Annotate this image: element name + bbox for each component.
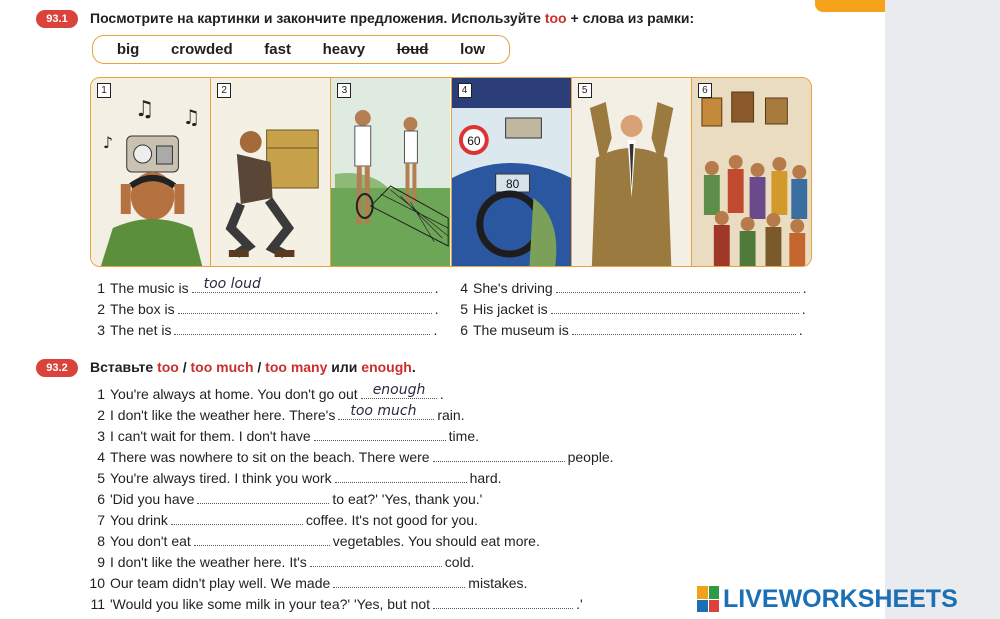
crowded-museum-illustration bbox=[692, 78, 811, 266]
item-number: 3 bbox=[97, 428, 105, 444]
item-number: 6 bbox=[97, 491, 105, 507]
answer-blank[interactable] bbox=[178, 302, 432, 314]
picture-number: 1 bbox=[97, 83, 111, 98]
item-text: You're always at home. You don't go out bbox=[110, 386, 358, 402]
sentence-end: . bbox=[802, 280, 807, 296]
word-box bbox=[92, 35, 510, 64]
answer-blank[interactable] bbox=[572, 323, 796, 335]
item-text: Our team didn't play well. We made bbox=[110, 575, 331, 591]
picture-number: 2 bbox=[217, 83, 231, 98]
word-big: big bbox=[116, 41, 140, 58]
answer-blank[interactable] bbox=[333, 576, 465, 588]
liveworksheets-logo bbox=[697, 583, 958, 615]
sentence-end: . bbox=[798, 322, 803, 338]
brand-name: LIVEWORKSHEETS bbox=[723, 584, 958, 613]
item-text-end: rain. bbox=[437, 407, 465, 423]
answer-blank[interactable] bbox=[361, 382, 437, 399]
item-text: There was nowhere to sit on the beach. There were bbox=[110, 449, 430, 465]
picture-4-fast-driving bbox=[452, 78, 572, 266]
keyword-too: too bbox=[157, 359, 179, 375]
item-text: 'Would you like some milk in your tea?' 'Yes, but not bbox=[110, 596, 431, 612]
ex2-item-4 bbox=[87, 449, 614, 465]
ex2-item-2 bbox=[87, 403, 465, 423]
filled-answer: enough bbox=[372, 382, 426, 398]
item-text-end: time. bbox=[448, 428, 480, 444]
man-in-big-jacket-illustration bbox=[572, 78, 691, 266]
item-number: 10 bbox=[89, 575, 105, 591]
ex1-sentence-1 bbox=[87, 276, 439, 296]
item-text: You drink bbox=[110, 512, 168, 528]
svg-text:♫: ♫ bbox=[134, 96, 155, 123]
svg-text:♪: ♪ bbox=[102, 132, 114, 153]
answer-blank[interactable] bbox=[433, 450, 565, 462]
item-text: I don't like the weather here. It's bbox=[110, 554, 307, 570]
answer-blank[interactable] bbox=[171, 513, 303, 525]
answer-blank[interactable] bbox=[194, 534, 330, 546]
picture-2-heavy-box bbox=[211, 78, 331, 266]
instruction-keyword: too bbox=[544, 10, 567, 26]
ex2-item-3 bbox=[87, 428, 479, 444]
ex1-sentence-4 bbox=[450, 280, 807, 296]
sentence-text: His jacket is bbox=[473, 301, 548, 317]
instruction-text: Вставьте bbox=[90, 359, 154, 375]
picture-5-big-jacket bbox=[572, 78, 692, 266]
exercise-1-instruction bbox=[90, 10, 694, 26]
item-text-end: vegetables. You should eat more. bbox=[332, 533, 540, 549]
corner-tab bbox=[815, 0, 885, 12]
sentence-number: 6 bbox=[460, 322, 468, 338]
answer-blank[interactable] bbox=[556, 281, 800, 293]
instruction-text: Посмотрите на картинки и закончите предложения. Используйте bbox=[90, 10, 541, 26]
item-text-end: hard. bbox=[469, 470, 502, 486]
item-number: 5 bbox=[97, 470, 105, 486]
ex1-sentence-3 bbox=[87, 322, 437, 338]
keyword-enough: enough bbox=[361, 359, 412, 375]
sentence-text: The box is bbox=[110, 301, 175, 317]
speedometer-value: 80 bbox=[505, 176, 519, 192]
sentence-end: . bbox=[434, 301, 439, 317]
item-number: 7 bbox=[97, 512, 105, 528]
word-loud-used: loud bbox=[396, 41, 429, 58]
separator: / bbox=[257, 359, 262, 375]
picture-6-crowded-museum bbox=[692, 78, 811, 266]
sentence-end: . bbox=[433, 322, 438, 338]
filled-answer: too loud bbox=[203, 276, 261, 292]
man-carrying-box-illustration bbox=[211, 78, 330, 266]
picture-number: 4 bbox=[458, 83, 472, 98]
sentence-number: 1 bbox=[97, 280, 105, 296]
ex2-item-9 bbox=[87, 554, 474, 570]
keyword-too-many: too many bbox=[265, 359, 328, 375]
item-number: 1 bbox=[97, 386, 105, 402]
word-fast: fast bbox=[264, 41, 291, 58]
answer-blank[interactable] bbox=[197, 492, 329, 504]
picture-1-loud-music bbox=[91, 78, 211, 266]
item-text-end: coffee. It's not good for you. bbox=[305, 512, 478, 528]
item-text-end: .' bbox=[576, 596, 583, 612]
item-text: You don't eat bbox=[110, 533, 191, 549]
item-text-end: cold. bbox=[444, 554, 475, 570]
ex2-item-10 bbox=[87, 575, 527, 591]
separator: / bbox=[182, 359, 187, 375]
answer-blank[interactable] bbox=[174, 323, 430, 335]
man-covering-ears-illustration bbox=[91, 78, 210, 266]
item-text: You're always tired. I think you work bbox=[110, 470, 332, 486]
sentence-number: 3 bbox=[97, 322, 105, 338]
sentence-text: The music is bbox=[110, 280, 189, 296]
ex1-sentence-2 bbox=[87, 301, 438, 317]
page-margin-strip bbox=[885, 0, 1000, 619]
item-number: 8 bbox=[97, 533, 105, 549]
ex2-item-11 bbox=[87, 596, 583, 612]
speed-sign-value: 60 bbox=[466, 133, 480, 149]
answer-blank[interactable] bbox=[314, 429, 446, 441]
picture-strip bbox=[90, 77, 812, 267]
tennis-players-illustration bbox=[331, 78, 450, 266]
sentence-end: . bbox=[801, 301, 806, 317]
answer-blank[interactable] bbox=[551, 302, 799, 314]
item-text-end: people. bbox=[567, 449, 614, 465]
picture-number: 3 bbox=[337, 83, 351, 98]
filled-answer: too much bbox=[350, 403, 417, 419]
word-heavy: heavy bbox=[322, 41, 366, 58]
picture-3-tennis-net bbox=[331, 78, 451, 266]
ex2-item-6 bbox=[87, 491, 482, 507]
ex2-item-8 bbox=[87, 533, 540, 549]
instruction-end: . bbox=[411, 359, 416, 375]
exercise-2-instruction bbox=[90, 359, 416, 375]
item-text: I don't like the weather here. There's bbox=[110, 407, 336, 423]
sentence-end: . bbox=[434, 280, 439, 296]
sentence-number: 4 bbox=[460, 280, 468, 296]
ex2-item-1 bbox=[87, 382, 444, 402]
word-crowded: crowded bbox=[170, 41, 233, 58]
ex1-sentence-6 bbox=[450, 322, 803, 338]
sentence-number: 5 bbox=[460, 301, 468, 317]
picture-number: 6 bbox=[698, 83, 712, 98]
item-number: 11 bbox=[90, 596, 105, 612]
answer-blank[interactable] bbox=[310, 555, 442, 567]
car-dashboard-illustration bbox=[452, 78, 571, 266]
exercise-2-badge: 93.2 bbox=[36, 359, 78, 377]
sentence-text: The museum is bbox=[473, 322, 569, 338]
instruction-text-end: + слова из рамки: bbox=[570, 10, 695, 26]
item-text: 'Did you have bbox=[110, 491, 195, 507]
liveworksheets-icon bbox=[697, 586, 719, 612]
sentence-number: 2 bbox=[97, 301, 105, 317]
word-low: low bbox=[460, 41, 486, 58]
keyword-too-much: too much bbox=[190, 359, 254, 375]
answer-blank[interactable] bbox=[192, 276, 432, 293]
svg-text:♫: ♫ bbox=[182, 105, 201, 130]
item-number: 2 bbox=[97, 407, 105, 423]
exercise-1-badge: 93.1 bbox=[36, 10, 78, 28]
item-number: 4 bbox=[97, 449, 105, 465]
instruction-text-or: или bbox=[331, 359, 358, 375]
ex2-item-5 bbox=[87, 470, 502, 486]
item-number: 9 bbox=[97, 554, 105, 570]
answer-blank[interactable] bbox=[433, 597, 573, 609]
sentence-text: The net is bbox=[110, 322, 172, 338]
item-text-end: . bbox=[439, 386, 444, 402]
item-text: I can't wait for them. I don't have bbox=[110, 428, 311, 444]
item-text-end: to eat?' 'Yes, thank you.' bbox=[332, 491, 483, 507]
picture-number: 5 bbox=[578, 83, 592, 98]
ex2-item-7 bbox=[87, 512, 478, 528]
answer-blank[interactable] bbox=[335, 471, 467, 483]
sentence-text: She's driving bbox=[473, 280, 553, 296]
answer-blank[interactable] bbox=[338, 403, 434, 420]
ex1-sentence-5 bbox=[450, 301, 806, 317]
item-text-end: mistakes. bbox=[468, 575, 528, 591]
